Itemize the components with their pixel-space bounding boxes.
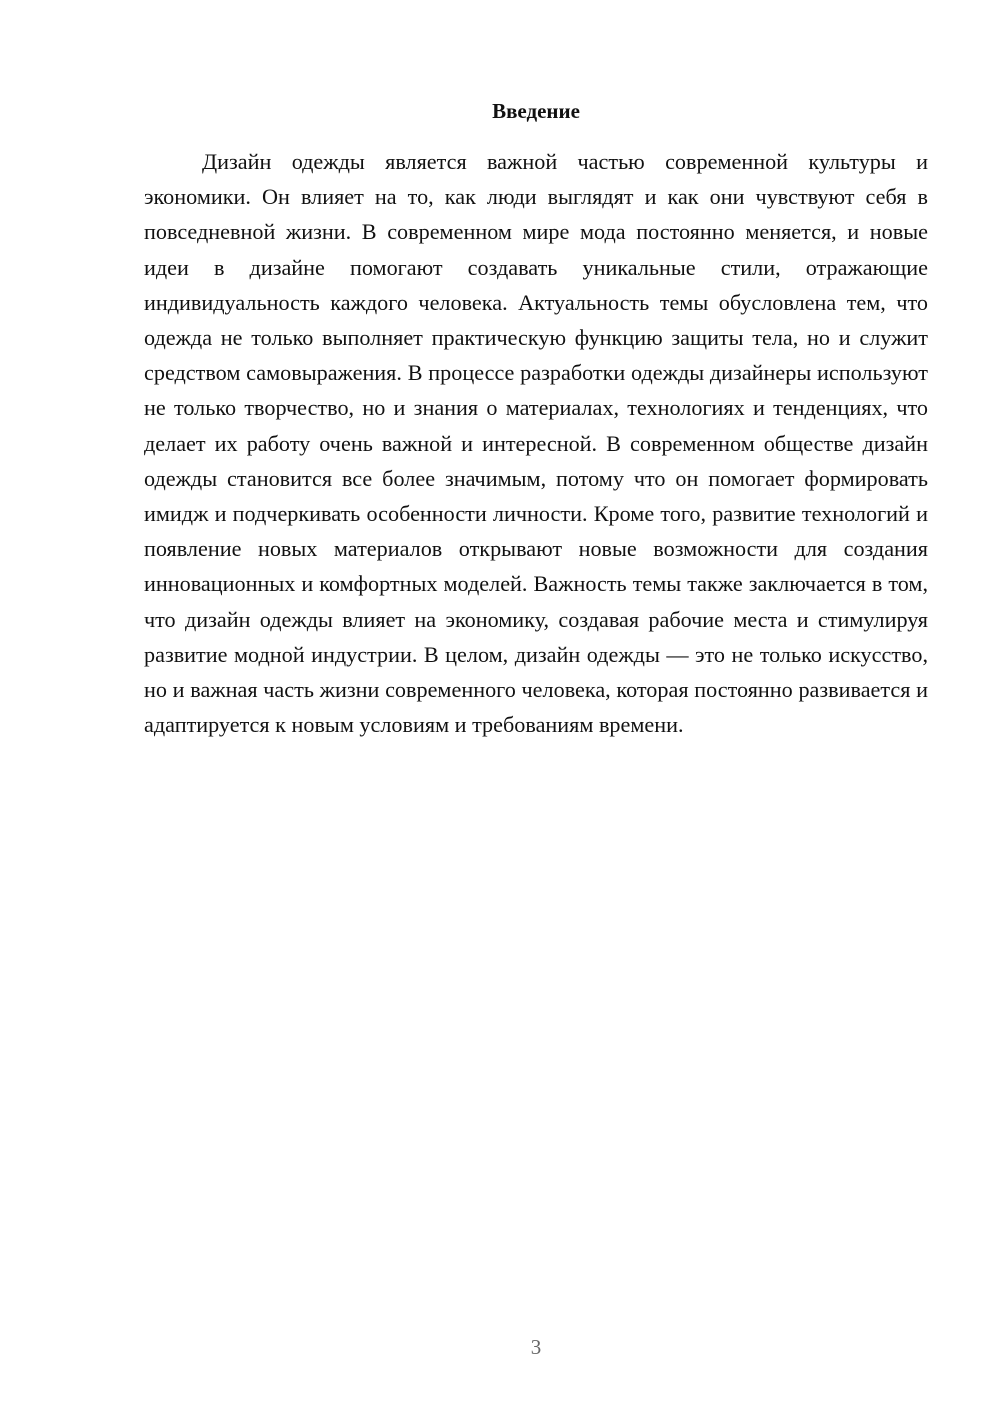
body-paragraph: Дизайн одежды является важной частью современной культуры и экономики. Он влияет на то, как люди выглядят и как они чувствуют себя в повседневной жизни. В современном мире мода постоянно меняется, и новые идеи в дизайне помогают создавать уникальные стили, отражающие индивидуальность каждого человека. Актуальность темы обусловлена тем, что одежда не только выполняет практическую функцию защиты тела, но и служит средством самовыражения. В процессе разработки одежды дизайнеры используют не только творчество, но и знания о материалах, технологиях и тенденциях, что делает их работу очень важной и интересной. В современном обществе дизайн одежды становится все более значимым, потому что он помогает формировать имидж и подчеркивать особенности личности. Кроме того, развитие технологий и появление новых материалов открывают новые возможности для создания инновационных и комфортных моделей. Важность темы также заключается в том, что дизайн одежды влияет на экономику, создавая рабочие места и стимулируя развитие модной индустрии. В целом, дизайн одежды — это не только искусство, но и важная часть жизни современного человека, которая постоянно развивается и адаптируется к новым условиям и требованиям времени. xyxy=(144,149,928,738)
section-heading: Введение xyxy=(492,99,580,123)
page-number: 3 xyxy=(530,1335,542,1359)
